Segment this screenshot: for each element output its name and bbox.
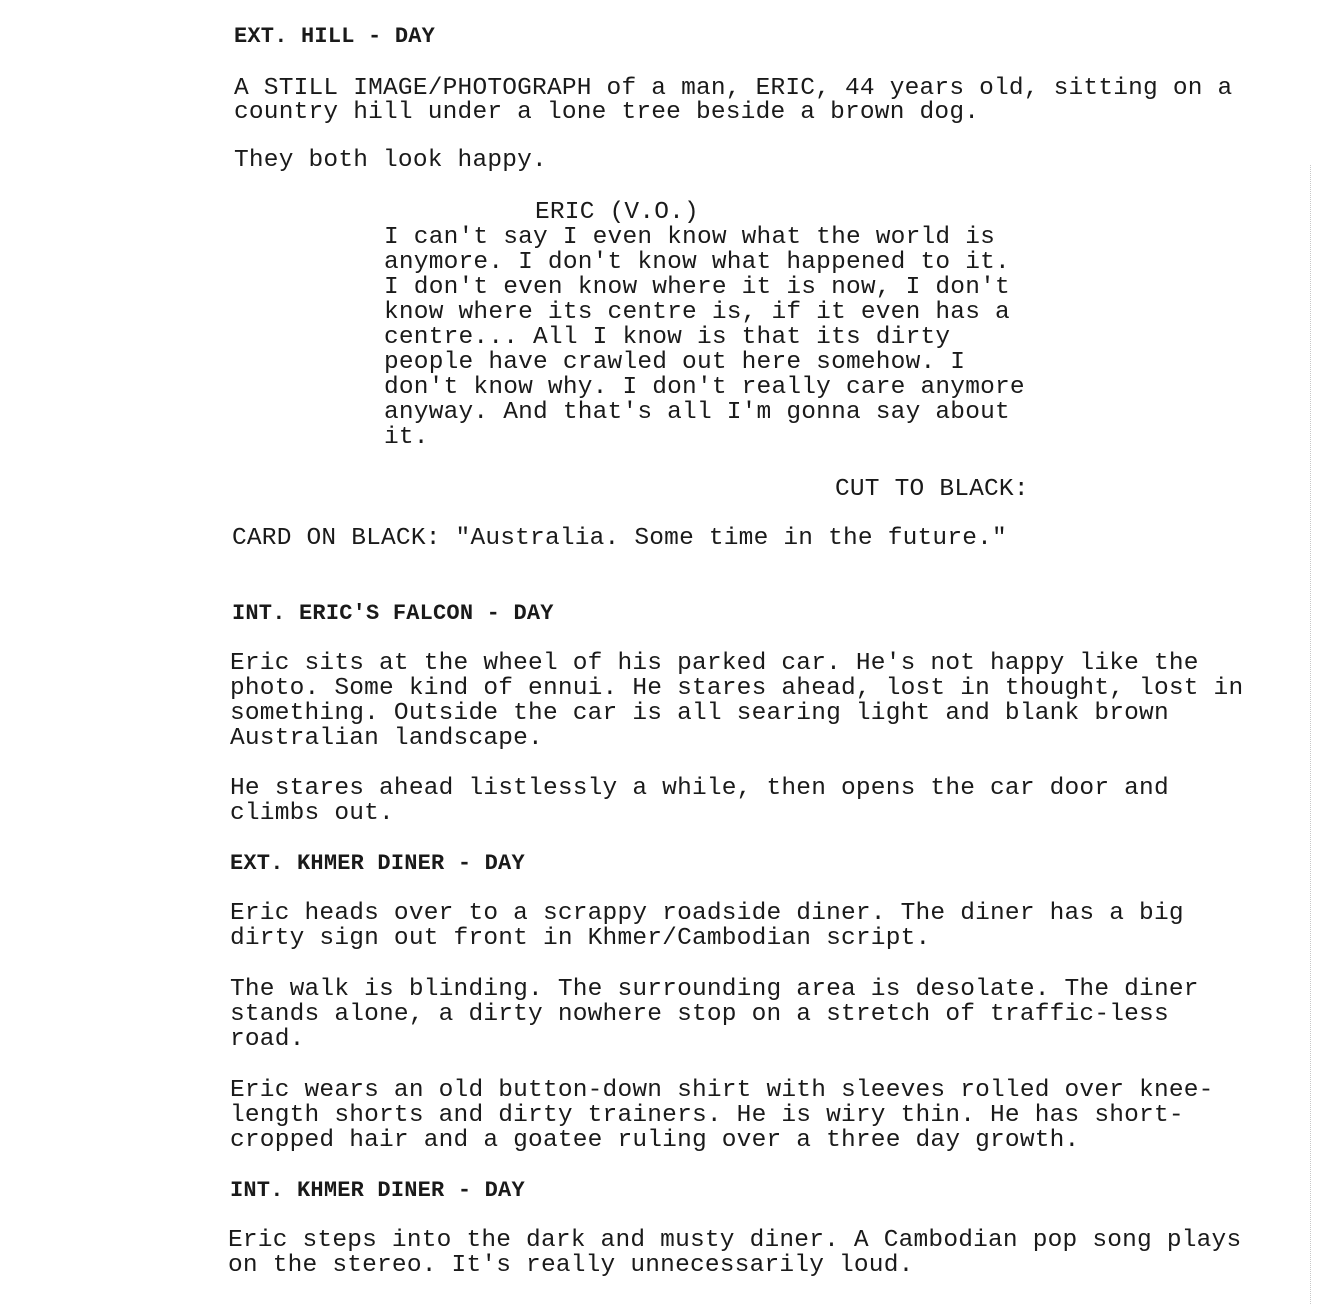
action-line: stands alone, a dirty nowhere stop on a stretch of traffic-less bbox=[230, 1001, 1169, 1028]
action-line: something. Outside the car is all searing light and blank brown bbox=[230, 700, 1169, 727]
scene-heading: INT. KHMER DINER - DAY bbox=[230, 1178, 525, 1203]
action-line: road. bbox=[230, 1026, 305, 1053]
action-line: A STILL IMAGE/PHOTOGRAPH of a man, ERIC, 44 years old, sitting on a bbox=[234, 75, 1233, 102]
character-name: ERIC (V.O.) bbox=[535, 199, 699, 226]
action-line: Eric heads over to a scrappy roadside diner. The diner has a big bbox=[230, 900, 1184, 927]
dialogue-line: I don't even know where it is now, I don't bbox=[384, 274, 1010, 301]
dialogue-line: don't know why. I don't really care anymore bbox=[384, 374, 1025, 401]
scene-heading: EXT. KHMER DINER - DAY bbox=[230, 851, 525, 876]
action-line: length shorts and dirty trainers. He is wiry thin. He has short- bbox=[230, 1102, 1184, 1129]
transition: CUT TO BLACK: bbox=[835, 476, 1029, 503]
scan-edge-line bbox=[1310, 165, 1311, 1304]
action-line: Eric steps into the dark and musty diner. A Cambodian pop song plays bbox=[228, 1227, 1242, 1254]
action-line: The walk is blinding. The surrounding area is desolate. The diner bbox=[230, 976, 1199, 1003]
title-card: CARD ON BLACK: "Australia. Some time in the future." bbox=[232, 525, 1007, 552]
dialogue-line: people have crawled out here somehow. I bbox=[384, 349, 966, 376]
action-line: photo. Some kind of ennui. He stares ahead, lost in thought, lost in bbox=[230, 675, 1244, 702]
action-line: Eric wears an old button-down shirt with sleeves rolled over knee- bbox=[230, 1077, 1214, 1104]
scene-heading: EXT. HILL - DAY bbox=[234, 24, 436, 49]
dialogue-line: it. bbox=[384, 424, 429, 451]
action-line: He stares ahead listlessly a while, then opens the car door and bbox=[230, 775, 1169, 802]
dialogue-line: know where its centre is, if it even has a bbox=[384, 299, 1010, 326]
action-line: Australian landscape. bbox=[230, 725, 543, 752]
dialogue-line: centre... All I know is that its dirty bbox=[384, 324, 951, 351]
action-line: Eric sits at the wheel of his parked car. He's not happy like the bbox=[230, 650, 1199, 677]
dialogue-line: anyway. And that's all I'm gonna say about bbox=[384, 399, 1010, 426]
action-line: They both look happy. bbox=[234, 147, 547, 174]
dialogue-line: I can't say I even know what the world is bbox=[384, 224, 995, 251]
action-line: climbs out. bbox=[230, 800, 394, 827]
action-line: country hill under a lone tree beside a brown dog. bbox=[234, 99, 980, 126]
action-line: on the stereo. It's really unnecessarily loud. bbox=[228, 1252, 914, 1279]
action-line: cropped hair and a goatee ruling over a three day growth. bbox=[230, 1127, 1080, 1154]
action-line: dirty sign out front in Khmer/Cambodian script. bbox=[230, 925, 931, 952]
scene-heading: INT. ERIC'S FALCON - DAY bbox=[232, 601, 554, 626]
dialogue-line: anymore. I don't know what happened to it. bbox=[384, 249, 1010, 276]
